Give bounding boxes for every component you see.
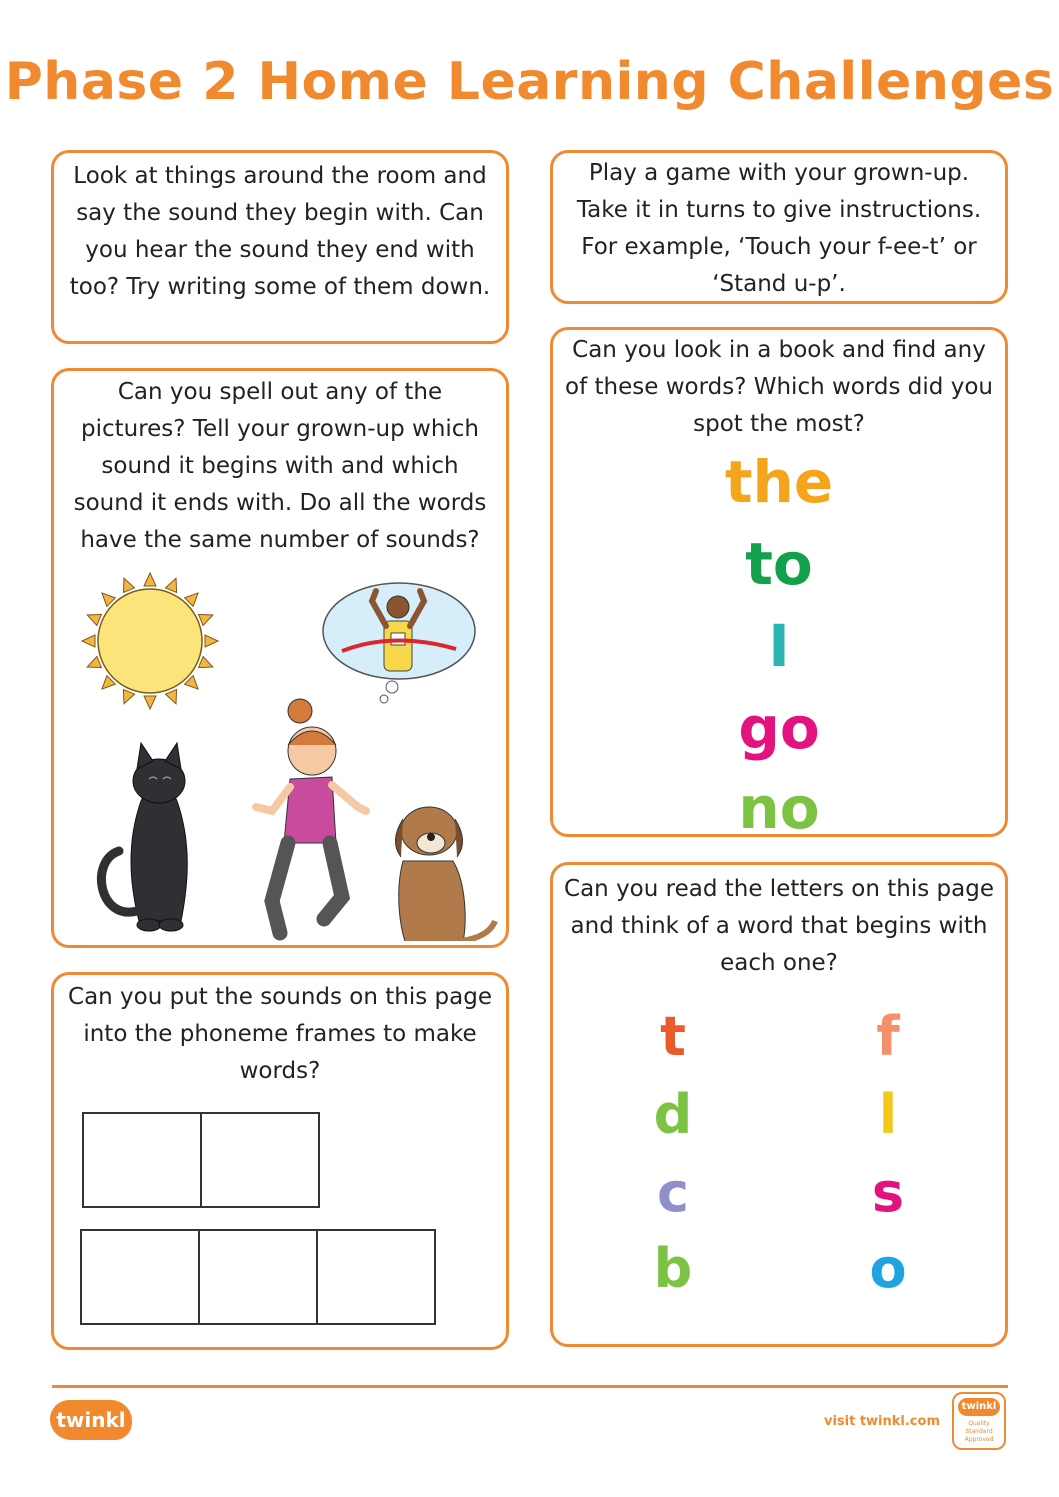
page-title: Phase 2 Home Learning Challenges: [4, 52, 1055, 112]
card-game-text: Play a game with your grown-up. Take it in turns to give instructions. For example, ‘Touch your f-ee-t’ or ‘Stand u-p’.: [576, 160, 982, 297]
runner-thought-bubble-image: [323, 583, 475, 703]
cat-image: [101, 743, 187, 931]
phoneme-frame-cell: [82, 1112, 202, 1208]
letter-b: b: [653, 1237, 693, 1300]
phoneme-frame-cell: [200, 1112, 320, 1208]
letter-d: d: [653, 1083, 693, 1146]
phoneme-frame-cell: [198, 1229, 318, 1325]
girl-running-image: [256, 699, 366, 933]
letter-c: c: [656, 1161, 689, 1224]
card-room-sounds: [51, 150, 509, 344]
card-spell-pictures: [51, 368, 509, 948]
footer-divider: [52, 1385, 1008, 1388]
card-room-sounds-text: Look at things around the room and say the sound they begin with. Can you hear the sound they end with too? Try writing some of them down.: [69, 163, 491, 300]
letter-s: s: [871, 1161, 905, 1224]
visit-link[interactable]: visit twinkl.com: [823, 1414, 940, 1429]
phoneme-frame-cell: [316, 1229, 436, 1325]
tricky-word-the: the: [724, 448, 834, 516]
tricky-word-no: no: [738, 774, 820, 842]
quality-badge: [952, 1392, 1006, 1450]
letter-t: t: [660, 1005, 686, 1068]
letter-o: o: [869, 1237, 907, 1300]
card-read-letters-text: Can you read the letters on this page and think of a word that begins with each one?: [564, 876, 994, 976]
pictures-illustration: [54, 571, 506, 941]
tricky-word-to: to: [745, 530, 813, 598]
card-game: [550, 150, 1008, 304]
tricky-word-go: go: [738, 694, 820, 762]
letter-l: l: [878, 1083, 898, 1146]
card-phoneme-frames: [51, 972, 509, 1350]
sun-image: [82, 573, 218, 709]
phoneme-frame-cell: [80, 1229, 200, 1325]
card-book-words: [550, 327, 1008, 842]
badge-logo: twinkl: [958, 1398, 1000, 1416]
badge-text: Quality Standard Approved: [964, 1420, 994, 1443]
card-read-letters: [550, 862, 1008, 1347]
card-book-words-text: Can you look in a book and find any of these words? Which words did you spot the most?: [565, 337, 993, 437]
twinkl-logo[interactable]: twinkl: [50, 1400, 132, 1440]
tricky-word-i: I: [768, 612, 790, 680]
card-spell-pictures-text: Can you spell out any of the pictures? Tell your grown-up which sound it begins with and which sound it ends with. Do all the words have the same number of sounds?: [73, 379, 487, 553]
dog-image: [395, 807, 495, 941]
phoneme-frame-two: [82, 1112, 318, 1208]
card-phoneme-frames-text: Can you put the sounds on this page into the phoneme frames to make words?: [68, 984, 492, 1084]
letter-f: f: [876, 1005, 900, 1068]
phoneme-frame-three: [80, 1229, 434, 1325]
